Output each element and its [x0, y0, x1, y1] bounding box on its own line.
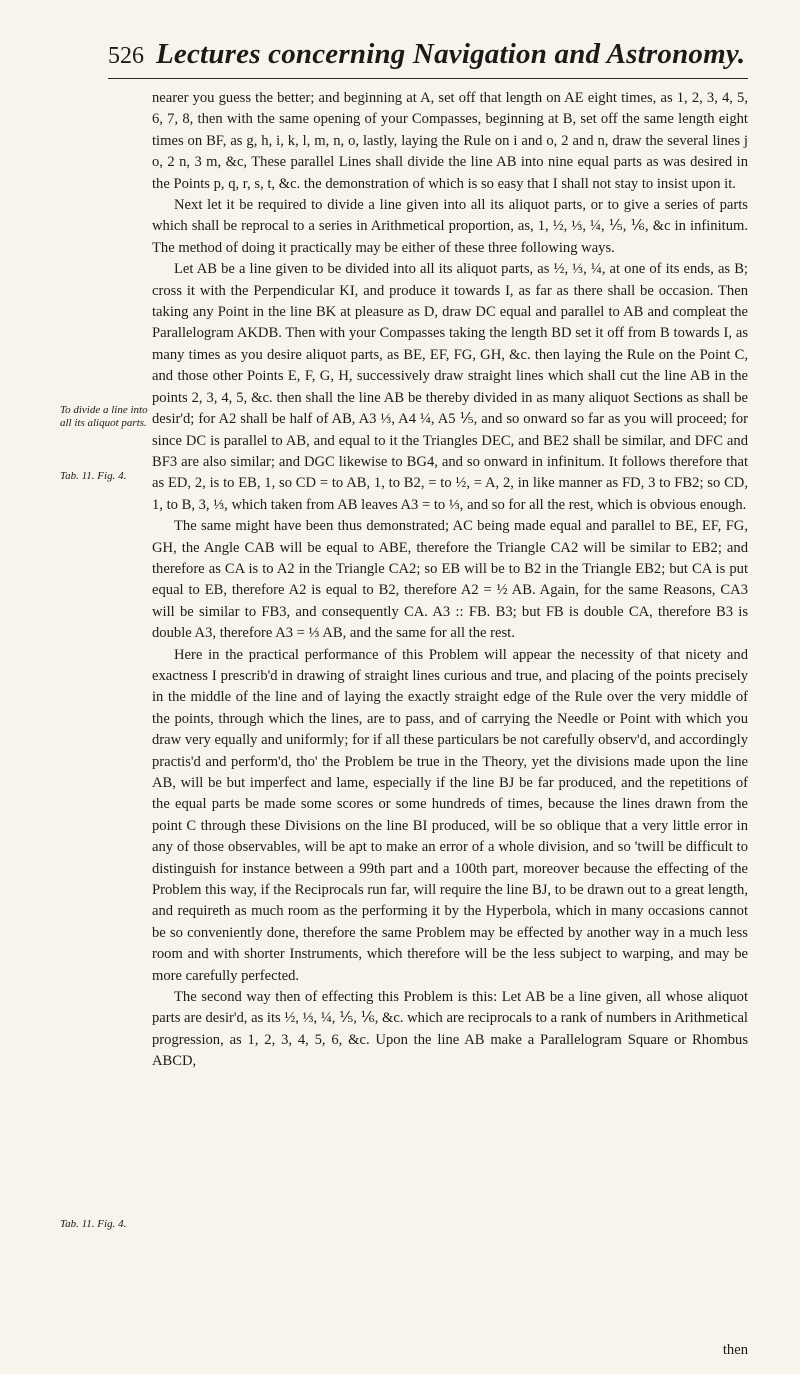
- page-header: [108, 38, 748, 74]
- paragraph: The second way then of effecting this Problem is this: Let AB be a line given, all whose aliquot parts are desir'd, as its ½, ⅓, ¼, ⅕, ⅙, &c. which are reciprocals to a rank of numbers in Arithmetical progression, as 1, 2, 3, 4, 5, 6, &c. Upon the line AB make a Parallelogram Square or Rhombus ABCD,: [152, 989, 748, 1070]
- paragraph: nearer you guess the better; and beginning at A, set off that length on AE eight times, as 1, 2, 3, 4, 5, 6, 7, 8, then with the same opening of your Compasses, beginning at B, set off the same length eight times on BF, as g, h, i, k, l, m, n, o, lastly, laying the Rule on i and o, 2 and n, draw the several lines j o, 2 n, 3 m, &c, These parallel Lines shall divide the line AB into nine equal parts as was desired in the Points p, q, r, s, t, &c. the demonstration of which is so easy that I shall not stay to insist upon it.: [152, 90, 748, 192]
- paragraph: Let AB be a line given to be divided into all its aliquot parts, as ½, ⅓, ¼, at one of its ends, as B; cross it with the Perpendicular KI, and produce it towards I, as far as there shall be occasion. Then taking any Point in the line BK at pleasure as D, draw DC equal and parallel to AB and compleat the Parallelogram AKDB. Then with your Compasses taking the length BD set it off from B towards I, as many times as you desire aliquot parts, as BE, EF, FG, GH, &c. then laying the Rule on the Point C, and those other Points E, F, G, H, successively draw straight lines which shall cut the line AB in the points 2, 3, 4, 5, &c. then shall the line AB be thereby divided in as many aliquot Sections as shall be desir'd; for A2 shall be half of AB, A3 ⅓, A4 ¼, A5 ⅕, and so onward so far as you will proceed; for since DC is parallel to AB, and equal to it the Triangles DEC, and BE2 shall be similar, and DFC and BF3 are also similar; and DGC likewise to BG4, and so onward in infinitum. It follows therefore that as ED, 2, is to EB, 1, so CD = to AB, 1, to B2, = to ½, = A, 2, in like manner as FD, 3 to FB2; so CD, 1, to B, 3, ⅓, which taken from AB leaves A3 = to ⅓, and so for all the rest, which is obvious enough.: [152, 261, 748, 513]
- margin-note-divide-line: To divide a line into all its aliquot parts.: [60, 404, 148, 429]
- margin-note-figure-ref-2: Tab. 11. Fig. 4.: [60, 1218, 127, 1230]
- paragraph: Next let it be required to divide a line given into all its aliquot parts, or to give a series of parts which shall be reprocal to a series in Arithmetical proportion, as, 1, ½, ⅓, ¼, ⅕, ⅙, &c in infinitum. The method of doing it practically may be either of these three following ways.: [152, 197, 748, 256]
- header-rule: [108, 78, 748, 79]
- paragraph: The same might have been thus demonstrated; AC being made equal and parallel to BE, EF, FG, GH, the Angle CAB will be equal to ABE, therefore the Triangle CA2 will be similar to EB2; and therefore as CA is to A2 in the Triangle CA2; so EB will be to B2 in the Triangle EB2; but CA is put equal to EB, therefore A2 is equal to B2, therefore A2 = ½ AB. Again, for the same Reasons, CA3 will be similar to FB3, and consequently CA. A3 :: FB. B3; but FB is double CA, therefore B3 is double A3, therefore A3 = ⅓ AB, and the same for all the rest.: [152, 518, 748, 642]
- body-text: [152, 88, 748, 1073]
- margin-note-figure-ref-1: Tab. 11. Fig. 4.: [60, 470, 127, 482]
- page-number: 526: [108, 43, 144, 69]
- catchword: then: [722, 1342, 748, 1358]
- running-head: Lectures concerning Navigation and Astronomy.: [156, 38, 746, 70]
- paragraph: Here in the practical performance of this Problem will appear the necessity of that nicety and exactness I prescrib'd in drawing of straight lines curious and true, and placing of the points precisely in the middle of the line and of laying the exactly straight edge of the Rule over the very middle of the points, through which the lines, are to pass, and of carrying the Needle or Point with which you draw very equally and uniformly; for if all these particulars be not carefully observ'd, and accordingly practis'd and perform'd, tho' the Problem be true in the Theory, yet the divisions made upon the line AB, will be but imperfect and lame, especially if the line BJ be far produced, and the repetitions of the equal parts be made some scores or some hundreds of times, because the lines drawn from the point C through these Divisions on the line BI produced, will be so oblique that a very little error in any of those observables, will be apt to make an error of a whole division, and so 'twill be difficult to distinguish for instance between a 99th part and a 100th part, moreover because the effecting of the Problem this way, if the Reciprocals run far, will require the line BJ, to be drawn out to a great length, and requireth as much room as the performing it by the Hyperbola, which in many occasions cannot be so conveniently done, therefore the same Problem may be effected by another way in a much less room and with shorter Instruments, which therefore will be the less subject to warping, and may be more carefully perfected.: [152, 646, 748, 984]
